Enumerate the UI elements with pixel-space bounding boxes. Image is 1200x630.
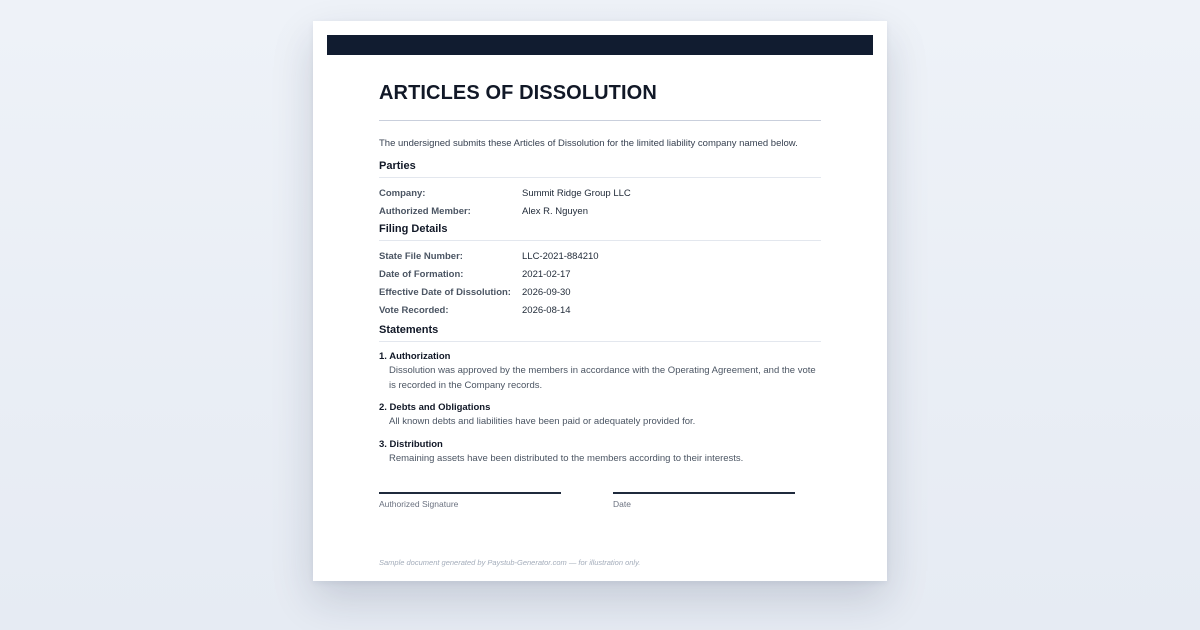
field-label: Date of Formation:	[379, 268, 464, 280]
date-block	[613, 492, 795, 510]
intro-text: The undersigned submits these Articles of Dissolution for the limited liability company named below.	[379, 138, 798, 149]
field-row-effective-date	[379, 283, 821, 301]
field-value: Alex R. Nguyen	[522, 205, 589, 217]
filing-rows	[379, 247, 821, 319]
document-content	[379, 81, 821, 474]
field-label: Vote Recorded:	[379, 304, 449, 316]
field-label: Company:	[379, 187, 426, 199]
section-heading-parties: Parties	[379, 159, 821, 178]
field-label: Effective Date of Dissolution:	[379, 286, 511, 298]
statement-title: 3. Distribution	[379, 438, 443, 450]
signature-area	[379, 492, 821, 522]
statement-item	[379, 350, 821, 393]
date-line	[613, 492, 795, 494]
statement-body: Dissolution was approved by the members in accordance with the Operating Agreement, and the vote is recorded in the Company records.	[389, 365, 816, 391]
signature-line	[379, 492, 561, 494]
field-row-authorized-member	[379, 202, 821, 220]
parties-rows	[379, 184, 821, 220]
footer-note: Sample document generated by Paystub-Generator.com — for illustration only.	[379, 558, 641, 567]
field-row-vote-recorded	[379, 301, 821, 319]
section-heading-statements: Statements	[379, 323, 821, 342]
signature-block	[379, 492, 561, 510]
field-label: State File Number:	[379, 250, 463, 262]
statement-body: All known debts and liabilities have been paid or adequately provided for.	[389, 416, 696, 427]
field-row-state-file-number	[379, 247, 821, 265]
document-title: ARTICLES OF DISSOLUTION	[379, 82, 657, 104]
statement-item	[379, 438, 821, 467]
signature-label: Authorized Signature	[379, 498, 459, 509]
header-bar	[327, 35, 873, 55]
statement-item	[379, 401, 821, 430]
field-value: LLC-2021-884210	[522, 250, 599, 262]
field-row-company	[379, 184, 821, 202]
field-value: Summit Ridge Group LLC	[522, 187, 631, 199]
statement-body: Remaining assets have been distributed to the members according to their interests.	[389, 452, 744, 464]
statements-list	[379, 350, 821, 466]
field-value: 2026-08-14	[522, 304, 571, 316]
field-value: 2021-02-17	[522, 268, 571, 280]
title-divider	[379, 120, 821, 121]
statement-title: 2. Debts and Obligations	[379, 402, 491, 413]
statement-title: 1. Authorization	[379, 351, 451, 362]
field-label: Authorized Member:	[379, 205, 471, 217]
date-label: Date	[613, 498, 631, 509]
field-value: 2026-09-30	[522, 286, 571, 298]
section-heading-filing-details: Filing Details	[379, 222, 821, 241]
field-row-date-of-formation	[379, 265, 821, 283]
document-page	[313, 21, 887, 581]
